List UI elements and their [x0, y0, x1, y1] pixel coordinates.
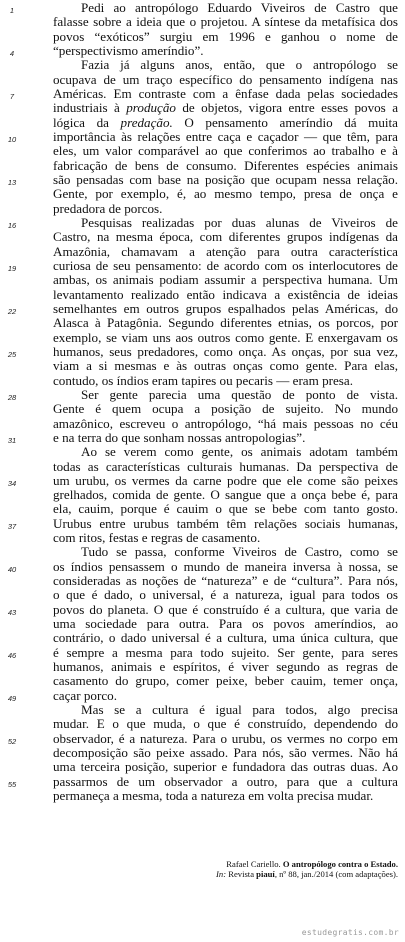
text-line: permaneça a mesma, toda a natureza em volta precisa mudar. [53, 788, 374, 804]
text-line: ambas, os animais podiam assumir a perspectiva humana. Um [53, 272, 398, 288]
source-details: , nº 88, jan./2014 (com adaptações). [274, 869, 398, 879]
line-number: 7 [9, 91, 15, 101]
text-line: exemplo, se viam uns aos outros como gente. E enxergavam os [53, 329, 398, 345]
source-magazine: piauí [256, 869, 275, 879]
text-line: importância às relações entre caça e caçador — que têm, para [53, 128, 398, 144]
text-line: Pesquisas realizadas por duas alunas de Viveiros de [81, 214, 398, 230]
text-line: Tudo se passa, conforme Viveiros de Castro, como se [81, 544, 398, 560]
text-line: são pensadas com base na posição que ocupam nessa relação. [53, 171, 398, 187]
line-number: 55 [7, 779, 17, 789]
text-line: lógica da predação. O pensamento ameríndio dá muita [53, 114, 398, 130]
text-line: é sempre a mesma para todo sujeito. Ser gente, para seres [53, 644, 398, 660]
text-line: contrário, o dado universal é a cultura, uma única cultura, que [53, 630, 398, 646]
text-line: Gente é quem ocupa a posição de sujeito. No mundo [53, 401, 398, 417]
line-number: 37 [7, 521, 17, 531]
line-number: 16 [7, 220, 17, 230]
source-citation [216, 859, 398, 879]
line-number: 43 [7, 607, 17, 617]
text-line: Ser gente parecia uma questão de ponto de vista. [81, 386, 398, 402]
text-line: o que é dado, o universal, é a natureza, igual para todos os [53, 587, 398, 603]
text-line: Pedi ao antropólogo Eduardo Viveiros de Castro que [81, 0, 398, 15]
line-number: 49 [7, 693, 17, 703]
text-line: humanos, animais e espíritos, é viver segundo as regras de [53, 659, 398, 675]
text-line: semelhantes em outros grupos espalhados pelas Américas, do [53, 300, 398, 316]
text-line: curiosa de seu pensamento: de acordo com os interlocutores de [53, 257, 398, 273]
source-publication: Revista [228, 869, 255, 879]
source-author: Rafael Cariello. [226, 859, 281, 869]
text-line: caçar porco. [53, 687, 117, 703]
text-line: predadora de porcos. [53, 200, 163, 216]
text-line: contudo, os índios eram tapires ou pecaris — eram presa. [53, 372, 353, 388]
text-line: Urubus entre urubus também têm relações sociais humanas, [53, 515, 398, 531]
text-line: falasse sobre a ideia que o projetou. A síntese da metafísica dos [53, 14, 398, 30]
text-line: com ritos, festas e regras de casamento. [53, 530, 261, 546]
text-line: decomposição são peixe assado. Para nós, são vermes. Não há [53, 745, 398, 761]
source-in-label: In: [216, 869, 227, 879]
text-line: viam a si mesmas e às outras onças como gente. Para elas, [53, 358, 398, 374]
text-line: Castro, na mesma época, com diferentes grupos indígenas da [53, 229, 398, 245]
text-line: Ao se verem como gente, os animais adotam também [81, 444, 398, 460]
text-line: e na terra do que sonham nossas antropologias”. [53, 429, 306, 445]
text-line: Gente, por exemplo, é, ao mesmo tempo, presa de onça e [53, 186, 398, 202]
text-line: todas as características culturais humanas. Da perspectiva de [53, 458, 398, 474]
text-line: Américas. Em contraste com a ênfase dada pelas sociedades [53, 85, 398, 101]
text-line: um urubu, os vermes da carne podre que ele come são peixes [53, 472, 398, 488]
passage-text [53, 1, 398, 803]
line-number: 40 [7, 564, 17, 574]
text-line: observador, é a natureza. Para o urubu, os vermes no corpo em [53, 730, 398, 746]
text-line: povos “exóticos” surgiu em 1996 e ganhou o nome de [53, 28, 398, 44]
text-line: Amazônia, chamavam a atenção para outra característica [53, 243, 398, 259]
text-line: grelhados, comida de gente. O sangue que a onça bebe é, para [53, 487, 398, 503]
line-number: 25 [7, 349, 17, 359]
text-line: Fazia já alguns anos, então, que o antropólogo se [81, 57, 398, 73]
line-number: 4 [9, 48, 15, 58]
line-number: 13 [7, 177, 17, 187]
text-line: humanos, seus predadores, como onça. As onças, por sua vez, [53, 343, 398, 359]
text-line: Mas se a cultura é igual para todos, algo precisa [81, 702, 398, 718]
line-number: 1 [9, 6, 15, 15]
line-number: 19 [7, 263, 17, 273]
line-number: 46 [7, 650, 17, 660]
text-line: uma sociedade para outra. Para os povos ameríndios, ao [53, 616, 398, 632]
text-line: levantamento realizado então indicava a existência de ideias [53, 286, 398, 302]
text-line: os índios pensassem o mundo de maneira inversa à nossa, se [53, 558, 398, 574]
text-line: passarmos de um observador a outro, para que a cultura [53, 773, 398, 789]
line-number: 34 [7, 478, 17, 488]
line-number: 52 [7, 736, 17, 746]
text-line: ela, cauim, porque é cauim o que se bebe com tanto gosto. [53, 501, 398, 517]
text-line: ocupava de um traço específico do pensamento indígena nas [53, 71, 398, 87]
line-number: 28 [7, 392, 17, 402]
text-line: Alasca à Patagônia. Segundo diferentes etnias, os porcos, por [53, 315, 398, 331]
line-number: 31 [7, 435, 17, 445]
text-line: uma terceira posição, superior e fundadora das outras duas. Ao [53, 759, 398, 775]
text-line: industriais à produção de objetos, vigora entre esses povos a [53, 100, 398, 116]
text-line: consideradas as noções de “natureza” e de “cultura”. Para nós, [53, 573, 398, 589]
text-line: amazônico, escreveu o antropólogo, “há mais pessoas no céu [53, 415, 398, 431]
text-line: mudar. E o que muda, o que é construído, dependendo do [53, 716, 398, 732]
watermark: estudegratis.com.br [301, 928, 399, 937]
line-number: 22 [7, 306, 17, 316]
line-number: 10 [7, 134, 17, 144]
text-line: eles, um valor comparável ao que conferimos ao trabalho e à [53, 143, 398, 159]
text-line: casamento do grupo, comer peixe, beber cauim, temer onça, [53, 673, 398, 689]
text-line: povos do planeta. O que é construído é a cultura, que varia de [53, 601, 398, 617]
source-title: O antropólogo contra o Estado. [282, 859, 398, 869]
text-line: fabricação de bens de consumo. Diferentes espécies animais [53, 157, 398, 173]
text-line: “perspectivismo ameríndio”. [53, 42, 204, 58]
